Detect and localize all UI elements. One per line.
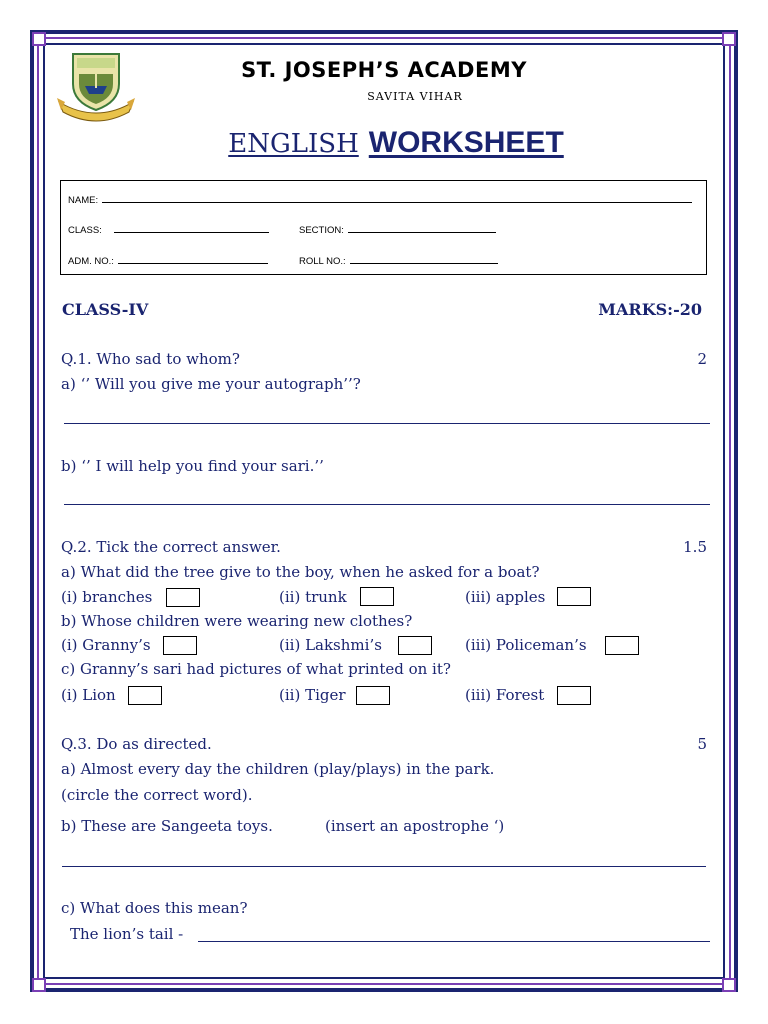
school-location: SAVITA VIHAR (367, 90, 463, 103)
q2c-option-3: (iii) Forest (465, 686, 545, 704)
school-name: ST. JOSEPH’S ACADEMY (241, 58, 527, 82)
q3-part-b: b) These are Sangeeta toys. (61, 817, 273, 835)
q2-part-c: c) Granny’s sari had pictures of what printed on it? (61, 660, 451, 678)
roll-no-line (350, 255, 498, 264)
q1-part-b: b) ‘’ I will help you find your sari.’’ (61, 457, 324, 475)
class-heading: CLASS-IV (62, 300, 149, 319)
q2a-option-2-checkbox[interactable] (360, 587, 394, 606)
q2c-option-1-checkbox[interactable] (128, 686, 162, 705)
q3-question: Q.3. Do as directed. (61, 735, 212, 753)
q2b-option-2: (ii) Lakshmi’s (279, 636, 382, 654)
q2a-option-1: (i) branches (61, 588, 153, 606)
class-label: CLASS: (68, 225, 102, 236)
q2a-option-3: (iii) apples (465, 588, 546, 606)
q1a-answer-line[interactable] (64, 423, 710, 424)
adm-no-field[interactable] (68, 255, 268, 267)
border-corner (32, 32, 46, 46)
q3-marks: 5 (697, 735, 707, 753)
q2a-option-2: (ii) trunk (279, 588, 347, 606)
q2a-option-1-checkbox[interactable] (166, 588, 200, 607)
q2a-option-3-checkbox[interactable] (557, 587, 591, 606)
adm-no-label: ADM. NO.: (68, 256, 114, 267)
q3-part-b-note: (insert an apostrophe ‘) (325, 817, 505, 835)
q2b-option-1-checkbox[interactable] (163, 636, 197, 655)
q2c-option-2-checkbox[interactable] (356, 686, 390, 705)
q1-part-a: a) ‘’ Will you give me your autograph’’? (61, 375, 361, 393)
worksheet-title (0, 126, 768, 160)
border-corner (722, 978, 736, 992)
q2b-option-3-checkbox[interactable] (605, 636, 639, 655)
border-corner (32, 978, 46, 992)
section-field[interactable] (299, 224, 496, 236)
q2c-option-1: (i) Lion (61, 686, 116, 704)
q2b-option-1: (i) Granny’s (61, 636, 151, 654)
roll-no-label: ROLL NO.: (299, 256, 346, 267)
section-label: SECTION: (299, 225, 344, 236)
roll-no-field[interactable] (299, 255, 498, 267)
section-line (348, 224, 496, 233)
border-corner (722, 32, 736, 46)
name-line (102, 194, 692, 203)
q3b-answer-line[interactable] (62, 866, 706, 867)
student-info-box (60, 180, 707, 275)
q2-part-b: b) Whose children were wearing new clothes? (61, 612, 413, 630)
name-field[interactable] (68, 194, 692, 206)
q1b-answer-line[interactable] (64, 504, 710, 505)
q3-part-c-item: The lion’s tail - (70, 925, 184, 943)
q2-question: Q.2. Tick the correct answer. (61, 538, 281, 556)
q2-marks: 1.5 (683, 538, 707, 556)
q2b-option-2-checkbox[interactable] (398, 636, 432, 655)
q1-question: Q.1. Who sad to whom? (61, 350, 240, 368)
title-word: WORKSHEET (368, 126, 564, 159)
q2b-option-3: (iii) Policeman’s (465, 636, 587, 654)
q2-part-a: a) What did the tree give to the boy, when he asked for a boat? (61, 563, 540, 581)
q3c-answer-line[interactable] (198, 941, 710, 942)
adm-no-line (118, 255, 268, 264)
q1-marks: 2 (697, 350, 707, 368)
q3-part-a-note: (circle the correct word). (61, 786, 253, 804)
class-line (114, 224, 269, 233)
name-label: NAME: (68, 195, 99, 206)
q3-part-c: c) What does this mean? (61, 899, 248, 917)
q2c-option-2: (ii) Tiger (279, 686, 346, 704)
class-field[interactable] (68, 224, 269, 236)
marks-heading: MARKS:-20 (598, 300, 702, 319)
title-subject: ENGLISH (228, 129, 359, 159)
q3-part-a: a) Almost every day the children (play/plays) in the park. (61, 760, 495, 778)
q2c-option-3-checkbox[interactable] (557, 686, 591, 705)
